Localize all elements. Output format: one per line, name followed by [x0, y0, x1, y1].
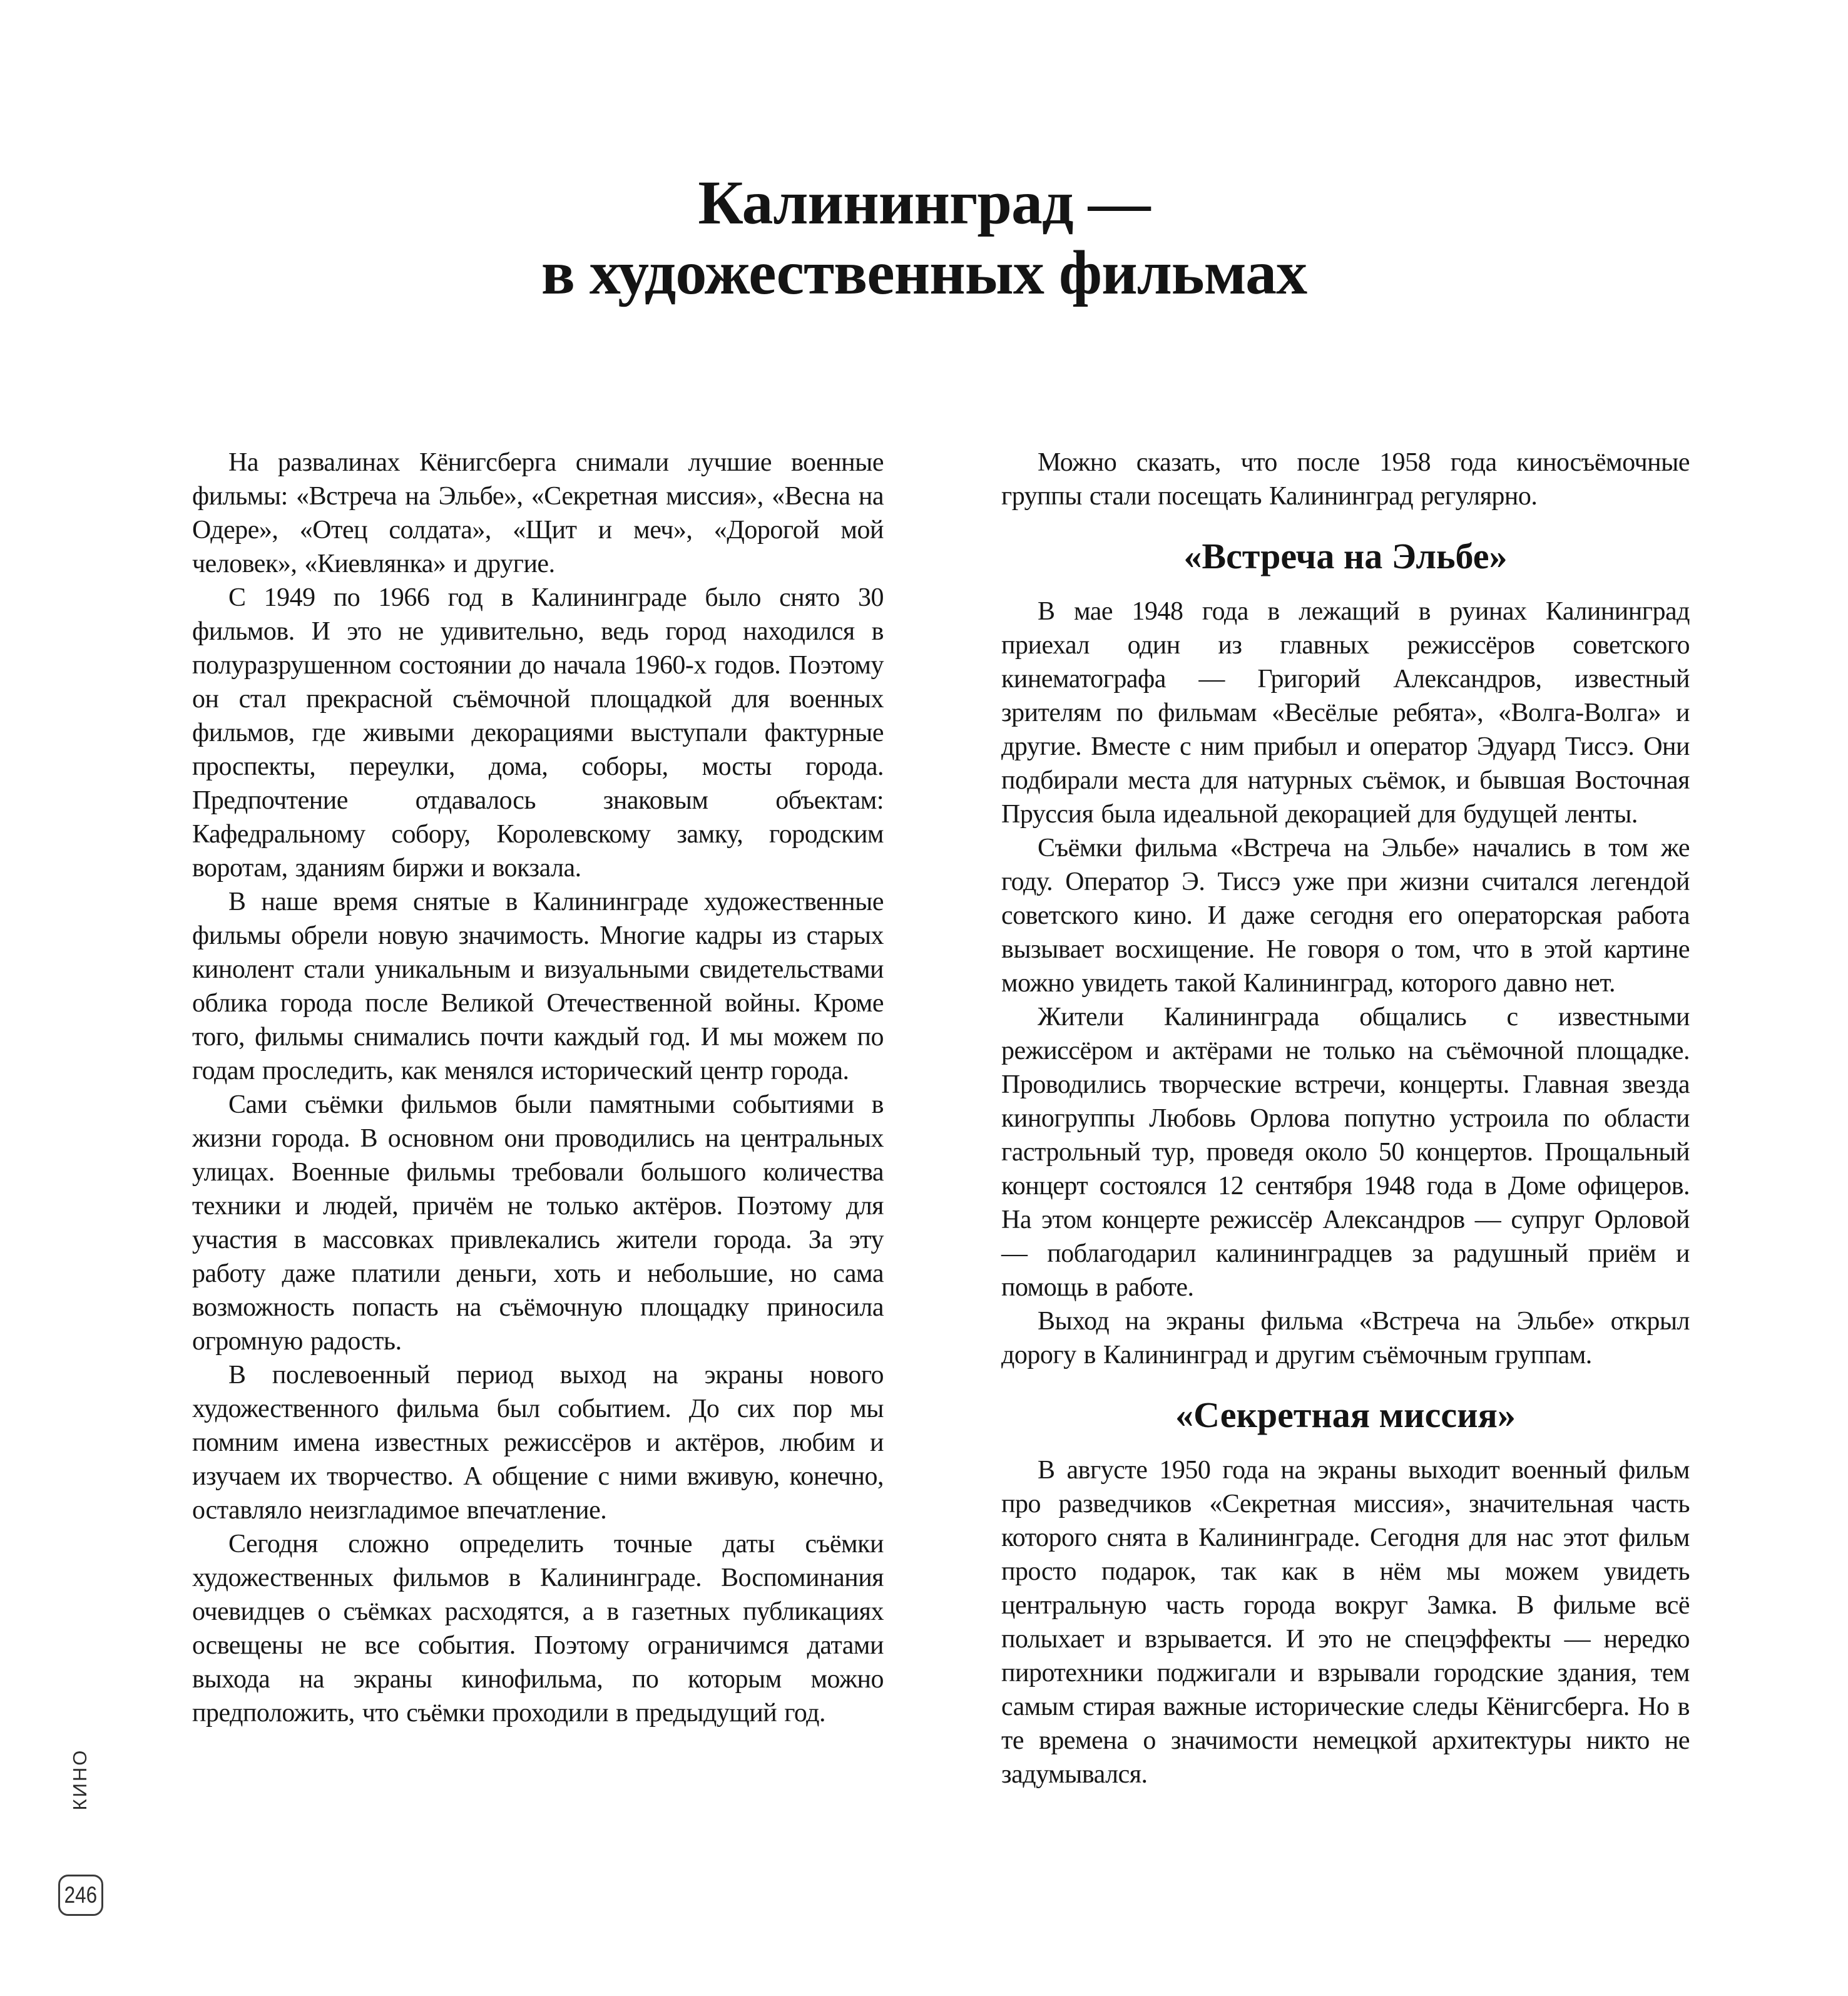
section-heading-vstrecha-na-elbe: «Встреча на Эльбе» [1183, 536, 1508, 576]
paragraph: На развалинах Кёнигсберга снимали лучшие военные фильмы: «Встреча на Эльбе», «Секретная миссия», «Весна на Одере», «Отец солдата», «Щит и меч», «Дорогой мой человек», «Киевлянка» и другие. [192, 448, 884, 578]
section-heading-sekretnaya-missiya: «Секретная миссия» [1175, 1395, 1516, 1435]
paragraph: Сами съёмки фильмов были памятными событиями в жизни города. В основном они проводились на центральных улицах. Военные фильмы требовали большого количества техники и людей, причём не только актёров. Поэтому для участия в массовках привлекались жители города. За эту работу даже платили деньги, хоть и небольшие, но сама возможность попасть на съёмочную площадку приносила огромную радость. [192, 1090, 884, 1356]
left-column [192, 446, 884, 1791]
page-title [0, 168, 1848, 308]
right-column [1001, 446, 1690, 1791]
paragraph: Жители Калининграда общались с известными режиссёром и актёрами не только на съёмочной площадке. Проводились творческие встречи, концерты. Главная звезда киногруппы Любовь Орлова попутно устроила по области гастрольный тур, проведя около 50 концертов. Прощальный концерт состоялся 12 сентября 1948 года в Доме офицеров. На этом концерте режиссёр Александров — супруг Орловой — поблагодарил калининградцев за радушный приём и помощь в работе. [1001, 1003, 1690, 1302]
paragraph: В наше время снятые в Калининграде художественные фильмы обрели новую значимость. Многие кадры из старых кинолент стали уникальным и визуальными свидетельствами облика города после Великой Отечественной войны. Кроме того, фильмы снимались почти каждый год. И мы можем по годам проследить, как менялся исторический центр города. [192, 888, 884, 1085]
page-title-line2: в художественных фильмах [541, 238, 1307, 307]
chapter-sidebar-label: КИНО [69, 1748, 91, 1811]
paragraph: Сегодня сложно определить точные даты съёмки художественных фильмов в Калининграде. Воспоминания очевидцев о съёмках расходятся, а в газетных публикациях освещены не все события. Поэтому ограничимся датами выхода на экраны кинофильма, по которым можно предположить, что съёмки проходили в предыдущий год. [192, 1530, 884, 1727]
paragraph: Съёмки фильма «Встреча на Эльбе» начались в том же году. Оператор Э. Тиссэ уже при жизни считался легендой советского кино. И даже сегодня его операторская работа вызывает восхищение. Не говоря о том, что в этой картине можно увидеть такой Калининград, которого давно нет. [1001, 834, 1690, 998]
text-columns [192, 446, 1690, 1791]
page-number-badge [58, 1875, 103, 1916]
paragraph: С 1949 по 1966 год в Калининграде было снято 30 фильмов. И это не удивительно, ведь город находился в полуразрушенном состоянии до начала 1960-х годов. Поэтому он стал прекрасной съёмочной площадкой для военных фильмов, где живыми декорациями выступали фактурные проспекты, переулки, дома, соборы, мосты города. Предпочтение отдавалось знаковым объектам: Кафедральному собору, Королевскому замку, городским воротам, зданиям биржи и вокзала. [192, 583, 884, 883]
paragraph: Можно сказать, что после 1958 года киносъёмочные группы стали посещать Калининград регулярно. [1001, 448, 1690, 511]
paragraph: В августе 1950 года на экраны выходит военный фильм про разведчиков «Секретная миссия», значительная часть которого снята в Калининграде. Сегодня для нас этот фильм просто подарок, так как в нём мы можем увидеть центральную часть города вокруг Замка. В фильме всё полыхает и взрывается. И это не спецэффекты — нередко пиротехники поджигали и взрывали городские здания, тем самым стирая важные исторические следы Кёнигсберга. Но в те времена о значимости немецкой архитектуры никто не задумывался. [1001, 1456, 1690, 1789]
paragraph: В послевоенный период выход на экраны нового художественного фильма был событием. До сих пор мы помним имена известных режиссёров и актёров, любим и изучаем их творчество. А общение с ними вживую, конечно, оставляло неизгладимое впечатление. [192, 1361, 884, 1525]
page-number: 246 [64, 1882, 98, 1908]
paragraph: Выход на экраны фильма «Встреча на Эльбе» открыл дорогу в Калининград и другим съёмочным группам. [1001, 1307, 1690, 1369]
page-title-line1: Калининград — [698, 168, 1150, 237]
paragraph: В мае 1948 года в лежащий в руинах Калининград приехал один из главных режиссёров советского кинематографа — Григорий Александров, известный зрителям по фильмам «Весёлые ребята», «Волга-Волга» и другие. Вместе с ним прибыл и оператор Эдуард Тиссэ. Они подбирали места для натурных съёмок, и бывшая Восточная Пруссия была идеальной декорацией для будущей ленты. [1001, 597, 1690, 829]
